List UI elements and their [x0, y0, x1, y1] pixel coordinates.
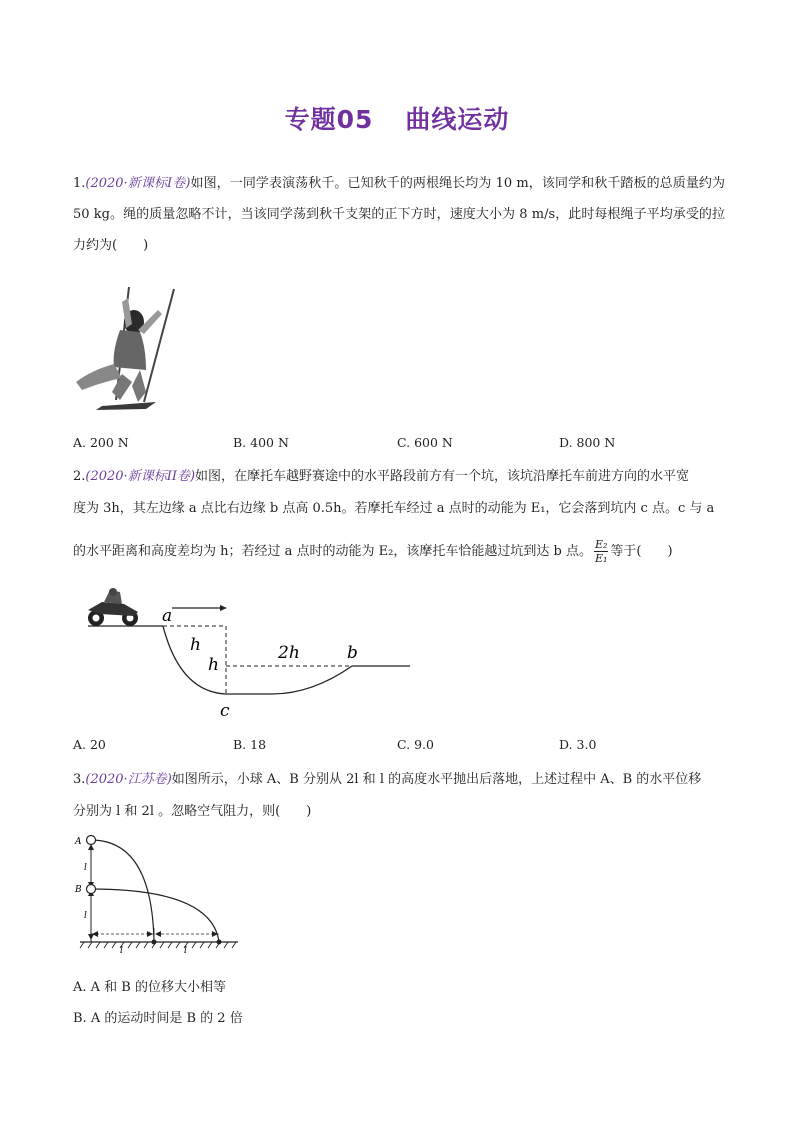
label-l-left: l: [120, 946, 123, 956]
title-text: 曲线运动: [405, 105, 510, 134]
ball-a: [87, 836, 96, 845]
label-l-lower: l: [84, 911, 87, 921]
question-2-line-3: [73, 530, 673, 574]
question-source: (2020·江苏卷): [85, 772, 172, 787]
label-l-right: l: [184, 946, 187, 956]
option-b[interactable]: B. 400 N: [233, 435, 289, 450]
question-2-line-2: 度为 3h，其左边缘 a 点比右边缘 b 点高 0.5h。若摩托车经过 a 点时的动能为 E₁，它会落到坑内 c 点。c 与 a: [73, 501, 715, 516]
question-body-end: 等于( ): [610, 544, 673, 559]
option-c[interactable]: C. 600 N: [397, 435, 453, 450]
swing-illustration: [72, 282, 182, 412]
label-c: c: [220, 701, 230, 721]
question-1-text: [73, 168, 725, 261]
label-A: A: [75, 837, 82, 847]
question-source: (2020·新课标I卷): [85, 176, 191, 191]
option-d[interactable]: D. 800 N: [559, 435, 616, 450]
question-body-1: 如图所示，小球 A、B 分别从 2l 和 l 的高度水平抛出后落地，上述过程中 A、B 的水平位移: [171, 772, 702, 787]
question-number: 1.: [73, 176, 86, 191]
projectile-diagram: [72, 828, 247, 956]
option-c[interactable]: C. 9.0: [397, 737, 434, 752]
label-B: B: [75, 885, 82, 895]
ratio-denominator: E₁: [594, 552, 608, 565]
question-number: 2.: [73, 469, 86, 484]
option-a[interactable]: A. A 和 B 的位移大小相等: [73, 980, 226, 995]
question-body-3: 的水平距离和高度差均为 h；若经过 a 点时的动能为 E₂，该摩托车恰能越过坑到达 b 点。: [73, 544, 592, 559]
question-source: (2020·新课标II卷): [85, 469, 196, 484]
question-body: 如图，一同学表演荡秋千。已知秋千的两根绳长均为 10 m，该同学和秋千踏板的总质量约为 50 kg。绳的质量忽略不计，当该同学荡到秋千支架的正下方时，速度大小为 8 m/s，此时每根绳子平均承受的拉力约为( ): [73, 176, 725, 253]
option-a[interactable]: A. 200 N: [73, 435, 129, 450]
option-b[interactable]: B. A 的运动时间是 B 的 2 倍: [73, 1011, 243, 1026]
option-a[interactable]: A. 20: [73, 737, 106, 752]
question-2-line-1: [73, 465, 689, 484]
question-3-line-2: 分别为 l 和 2l 。忽略空气阻力，则( ): [73, 804, 312, 819]
label-h-top: h: [190, 635, 201, 655]
label-b: b: [347, 643, 358, 663]
pit-diagram: [80, 588, 420, 723]
label-l-upper: l: [84, 863, 87, 873]
label-h-left: h: [208, 655, 219, 675]
page-title: [0, 100, 794, 136]
question-body-1: 如图，在摩托车越野赛途中的水平路段前方有一个坑，该坑沿摩托车前进方向的水平宽: [195, 469, 690, 484]
title-number: 专题05: [284, 105, 374, 134]
question-3-line-1: [73, 768, 701, 787]
option-d[interactable]: D. 3.0: [559, 737, 597, 752]
ball-b: [87, 885, 96, 894]
ratio-numerator: E₂: [594, 538, 608, 551]
energy-ratio: [594, 538, 608, 565]
label-2h: 2h: [278, 643, 300, 663]
question-number: 3.: [73, 772, 86, 787]
label-a: a: [162, 606, 173, 626]
motorcycle-icon: [88, 588, 138, 626]
option-b[interactable]: B. 18: [233, 737, 267, 752]
